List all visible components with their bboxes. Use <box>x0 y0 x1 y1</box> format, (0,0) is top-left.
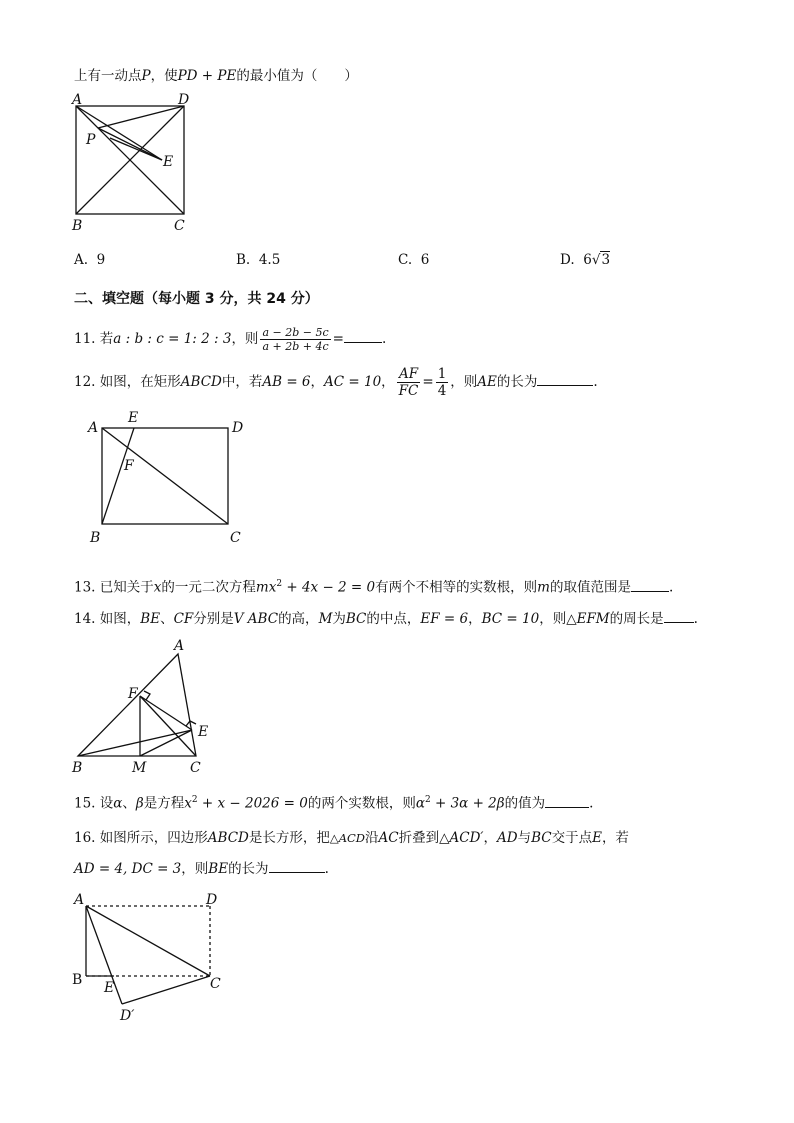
q14-label-f: F <box>128 686 138 702</box>
q16-text: ， <box>483 830 497 846</box>
q15-text: 设 <box>99 795 114 812</box>
q14-text: 如图， <box>99 611 141 627</box>
q14-ef: EF = 6 <box>420 611 469 627</box>
sqrt-symbol: √ <box>591 252 601 268</box>
q14-m: M <box>318 611 333 627</box>
q13-m: m <box>537 579 550 596</box>
radicand: 3 <box>601 252 611 268</box>
q16-number: 16. <box>74 830 96 846</box>
q15-eq: + x − 2026 = 0 <box>197 795 308 812</box>
q16-end: . <box>324 861 329 877</box>
q12-ratio-fraction <box>397 366 421 399</box>
q14-answer-blank[interactable] <box>664 608 694 623</box>
q10-text: ，使 <box>150 68 178 84</box>
q13-end: . <box>668 579 674 596</box>
q16-label-c: C <box>210 976 221 992</box>
q16-acd: △ACD <box>329 831 366 845</box>
q11-end: . <box>381 331 387 347</box>
q15-text: 、 <box>122 795 136 812</box>
q14-cf: CF <box>173 611 194 627</box>
option-value: 6 <box>420 252 430 268</box>
q10-option-a <box>74 250 105 270</box>
q13-eq-sup: 2 <box>276 579 283 589</box>
q16-line-1 <box>74 828 629 848</box>
q11 <box>74 326 386 353</box>
q16-text: 如图所示，四边形 <box>99 830 208 846</box>
q14-efm: △EFM <box>566 611 610 627</box>
option-letter: B. <box>236 252 251 268</box>
q15-end: . <box>589 795 594 812</box>
q16-condition: AD = 4, DC = 3 <box>74 861 182 877</box>
q10-option-b <box>236 250 280 270</box>
q16-line-2 <box>74 858 329 879</box>
q16-label-d: D <box>206 892 218 908</box>
q13-x: x <box>153 579 162 596</box>
q12-diagonal-ac <box>102 428 228 524</box>
q14-number: 14. <box>74 611 96 627</box>
q12-frac-num: AF <box>397 366 421 383</box>
q11-numerator: a − 2b − 5c <box>262 326 329 339</box>
q12-text: ， <box>310 374 325 390</box>
q16-text: 的长为 <box>228 861 269 877</box>
q15-text: 的值为 <box>504 795 546 812</box>
q10-segment-pe <box>98 128 162 160</box>
q16-label-e: E <box>104 980 115 996</box>
q12-label-a: A <box>88 420 99 436</box>
q12-label-b: B <box>90 530 101 546</box>
q14-bc10: BC = 10 <box>481 611 540 627</box>
q10-segment-e <box>110 138 162 160</box>
q16-ad: AD <box>496 830 518 846</box>
q16-label-b: B <box>72 972 83 988</box>
q11-answer-blank[interactable] <box>344 328 382 343</box>
q14-segment-fe <box>140 696 192 730</box>
q11-equals: = <box>332 331 344 347</box>
q16-text: 与 <box>517 830 532 846</box>
q10-stem <box>74 66 358 86</box>
q12-answer-blank[interactable] <box>537 371 593 386</box>
q16-text: 折叠到 <box>398 830 440 846</box>
q10-label-e: E <box>163 154 174 170</box>
option-letter: C. <box>398 252 413 268</box>
q12-rect: ABCD <box>180 374 222 390</box>
q14-end: . <box>693 611 698 627</box>
q10-label-c: C <box>174 218 185 234</box>
q13-text: 已知关于 <box>99 579 154 596</box>
q13-answer-blank[interactable] <box>631 577 669 592</box>
q14-text: ，则 <box>539 611 567 627</box>
q13-text: 有两个不相等的实数根，则 <box>375 579 538 596</box>
q16-label-d-prime: D′ <box>120 1008 135 1024</box>
q16-text: ，则 <box>181 861 209 877</box>
q16-text: 沿 <box>365 830 379 846</box>
q14-label-a: A <box>174 638 185 654</box>
q14-figure <box>66 636 226 776</box>
q14 <box>74 608 698 629</box>
q13-eq: mx <box>255 579 277 596</box>
q16-text: 交于点 <box>551 830 593 846</box>
q15-expr: α <box>415 795 425 812</box>
q10-option-c <box>398 250 429 270</box>
q14-text: 分别是 <box>193 611 234 627</box>
q11-number: 11. <box>74 331 96 347</box>
option-letter: D. <box>560 252 575 268</box>
q12-val-num: 1 <box>437 366 447 382</box>
q15-alpha: α <box>113 795 123 812</box>
q14-text: 的高， <box>278 611 319 627</box>
q12-figure <box>84 410 254 550</box>
option-value: 6 <box>583 252 592 268</box>
q16-abcd: ABCD <box>207 830 249 846</box>
q14-altitude-be <box>78 730 192 756</box>
q14-text: 的周长是 <box>609 611 664 627</box>
q14-label-e: E <box>198 724 209 740</box>
q16-bc: BC <box>531 830 552 846</box>
option-value: 4.5 <box>258 252 281 268</box>
q15-expr-sup: 2 <box>424 795 431 805</box>
q10-option-d <box>560 250 610 270</box>
q12-label-c: C <box>230 530 241 546</box>
q14-text: 的中点， <box>366 611 421 627</box>
q15-number: 15. <box>74 795 96 812</box>
q12-eq: = <box>422 374 434 390</box>
q14-bc: BC <box>345 611 367 627</box>
q12-value-fraction <box>436 366 449 399</box>
q12-text: ，则 <box>450 374 478 390</box>
q13 <box>74 574 673 598</box>
q13-text: 的一元二次方程 <box>161 579 256 596</box>
q13-text: 的取值范围是 <box>549 579 631 596</box>
q12-number: 12. <box>74 374 96 390</box>
q15-text: 是方程 <box>143 795 185 812</box>
q15-expr: + 3α + 2β <box>430 795 505 812</box>
q12-frac-den: FC <box>398 383 419 399</box>
q12-segment-be <box>102 428 134 524</box>
q10-label-p: P <box>86 132 96 148</box>
q16-answer-blank[interactable] <box>269 858 325 873</box>
q10-figure <box>70 90 200 240</box>
q16-text: ，若 <box>601 830 629 846</box>
q10-label-a: A <box>72 92 83 108</box>
q12 <box>74 366 598 399</box>
q11-fraction <box>260 326 330 353</box>
q12-label-f: F <box>124 458 134 474</box>
q12-ac: AC = 10 <box>324 374 382 390</box>
q14-text: ， <box>468 611 482 627</box>
section-2-heading: 二、填空题（每小题 3 分，共 24 分） <box>74 291 319 307</box>
q11-text: 若 <box>99 331 114 347</box>
q15-beta: β <box>135 795 144 812</box>
q14-label-m: M <box>132 760 147 776</box>
q10-point-p: P <box>141 68 151 84</box>
option-letter: A. <box>74 252 89 268</box>
q15-text: 的两个实数根，则 <box>307 795 416 812</box>
q11-denominator: a + 2b + 4c <box>262 340 329 353</box>
q16-figure <box>70 890 240 1030</box>
q16-acd-prime: △ACD′ <box>439 830 484 846</box>
q14-label-b: B <box>72 760 83 776</box>
q16-label-a: A <box>74 892 85 908</box>
q12-ae: AE <box>477 374 497 390</box>
q14-be: BE <box>140 611 161 627</box>
q10-text: 的最小值为（ ） <box>236 68 358 84</box>
q12-val-den: 4 <box>437 383 447 399</box>
q12-label-e: E <box>128 410 139 426</box>
q12-text: 中，若 <box>221 374 263 390</box>
q15-eq-sup: 2 <box>191 795 198 805</box>
q16-e: E <box>592 830 602 846</box>
q13-eq: + 4x − 2 = 0 <box>282 579 376 596</box>
q10-label-d: D <box>178 92 190 108</box>
q10-text: 上有一动点 <box>74 68 142 84</box>
q14-text: 、 <box>160 611 174 627</box>
q11-text: ，则 <box>231 331 259 347</box>
q14-text: 为 <box>332 611 346 627</box>
q11-ratio: a : b : c = 1: 2 : 3 <box>113 331 232 347</box>
q12-label-d: D <box>232 420 244 436</box>
q16-diagonal-ac <box>86 906 210 976</box>
q15 <box>74 790 593 814</box>
q16-be: BE <box>208 861 229 877</box>
q12-text: 如图，在矩形 <box>99 374 181 390</box>
q12-text: 的长为 <box>496 374 538 390</box>
q14-triangle-abc <box>78 654 196 756</box>
q16-text: 是长方形，把 <box>248 830 330 846</box>
q12-text: ， <box>381 374 395 390</box>
q14-label-c: C <box>190 760 201 776</box>
q10-segment-pd <box>98 106 184 128</box>
q16-ac: AC <box>378 830 399 846</box>
q10-label-b: B <box>72 218 83 234</box>
q14-triangle: V ABC <box>233 611 279 627</box>
q12-ab: AB = 6 <box>262 374 311 390</box>
q13-number: 13. <box>74 579 96 596</box>
q10-expression: PD + PE <box>177 68 237 84</box>
q15-eq: x <box>184 795 192 812</box>
option-value: 9 <box>96 252 106 268</box>
q16-segment-d-prime-c <box>122 976 210 1004</box>
q15-answer-blank[interactable] <box>545 793 589 808</box>
q12-end: . <box>593 374 598 390</box>
